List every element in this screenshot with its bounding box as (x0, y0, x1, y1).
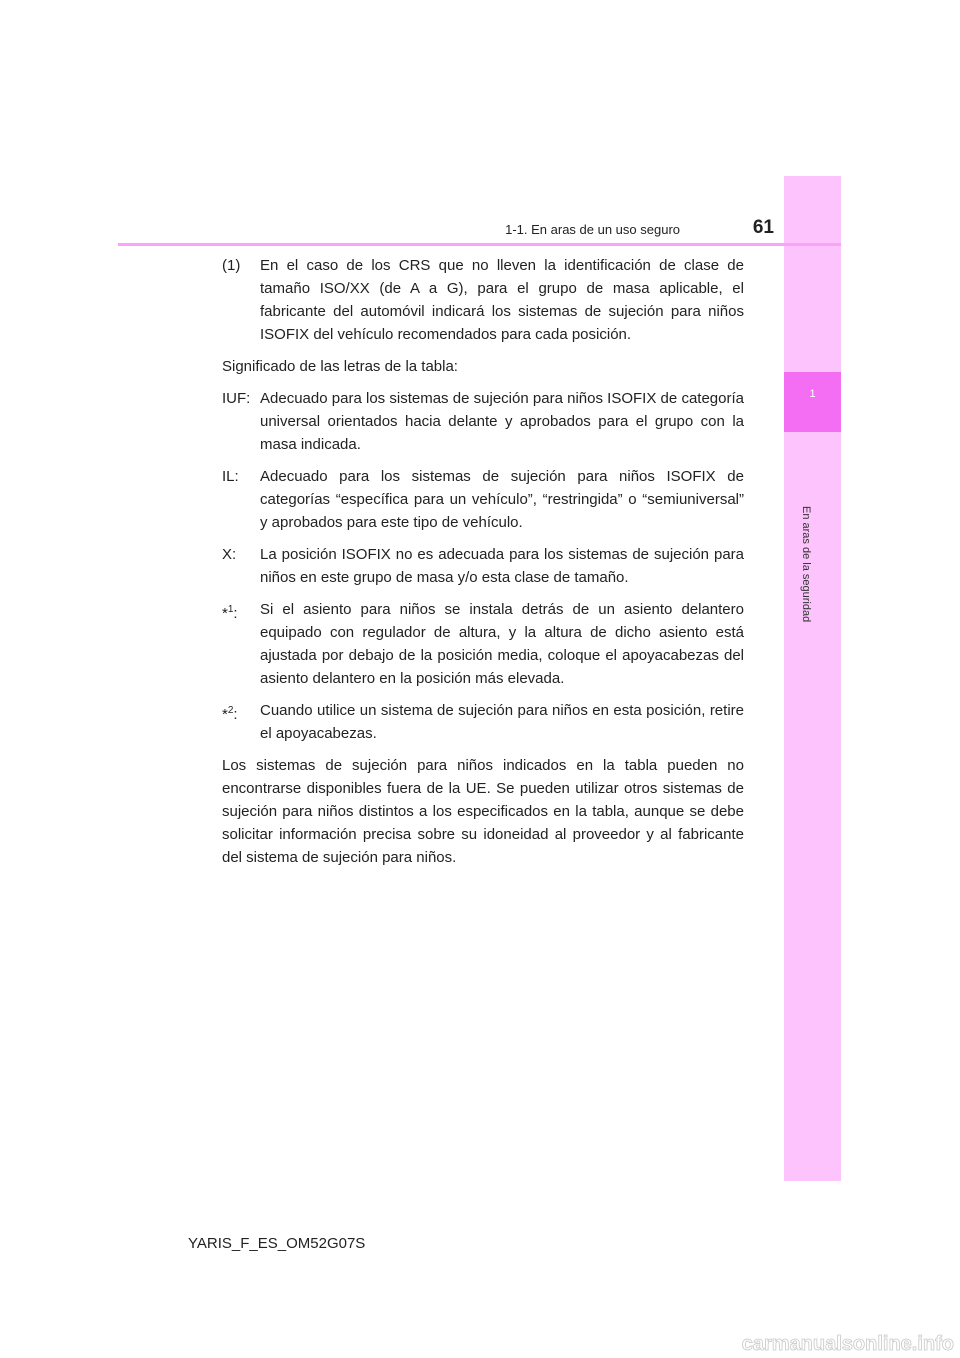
closing-paragraph: Los sistemas de sujeción para niños indicados en la tabla pueden no encontrarse disponibles fuera de la UE. Se pueden utilizar otros sistemas de sujeción para niños distintos a los especificados en la tabla, aunque se debe solicitar información precisa sobre su idoneidad al proveedor y al fabricante del sistema de sujeción para niños. (222, 757, 744, 866)
footnote-2-number: 2 (227, 705, 234, 716)
legend-il-text: Adecuado para los sistemas de sujeción para niños ISOFIX de categorías “específica para un vehículo”, “restringida” o “semiuniversal” y aprobados para este tipo de vehículo. (260, 468, 744, 531)
footnote-2-text: Cuando utilice un sistema de sujeción para niños en esta posición, retire el apoyacabezas. (260, 702, 744, 742)
legend-iuf-text: Adecuado para los sistemas de sujeción para niños ISOFIX de categoría universal orientados hacia delante y aprobados para el grupo con la masa indicada. (260, 390, 744, 453)
footnote-1-label (222, 598, 260, 690)
footnote-1-number: 1 (227, 604, 234, 615)
footnote-2-star: * (222, 706, 228, 723)
note-1-label: (1) (222, 257, 241, 274)
page-body (222, 254, 744, 878)
header-divider (118, 243, 841, 246)
section-title: 1-1. En aras de un uso seguro (505, 222, 680, 237)
legend-iuf-label: IUF: (222, 390, 251, 407)
chapter-label: En aras de la seguridad (800, 506, 812, 623)
footnote-1-colon: : (233, 605, 238, 622)
footnote-1-star: * (222, 605, 228, 622)
legend-x-label: X: (222, 546, 237, 563)
chapter-side-tab (784, 176, 841, 1181)
page-number: 61 (752, 217, 774, 238)
note-1-text: En el caso de los CRS que no lleven la identificación de clase de tamaño ISO/XX (de A a G), para el grupo de masa aplicable, el fabricante del automóvil indicará los sistemas de sujeción para niños ISOFIX del vehículo recomendados para cada posición. (260, 257, 744, 343)
footnote-2-colon: : (233, 706, 238, 723)
legend-x (222, 543, 744, 589)
footnote-2 (222, 699, 744, 745)
legend-x-text: La posición ISOFIX no es adecuada para los sistemas de sujeción para niños en este grupo de masa y/o esta clase de tamaño. (260, 546, 744, 586)
document-id: YARIS_F_ES_OM52G07S (188, 1235, 366, 1252)
footnote-1-text: Si el asiento para niños se instala detrás de un asiento delantero equipado con regulador de altura, y la altura de dicho asiento está ajustada por debajo de la posición media, coloque el apoyacabezas del asiento delantero en la posición más elevada. (260, 601, 744, 687)
chapter-number: 1 (809, 388, 816, 400)
watermark-text: carmanualsonline.info (741, 1333, 954, 1355)
footnote-2-label (222, 699, 260, 745)
watermark (638, 1331, 956, 1355)
note-1 (222, 254, 744, 346)
legend-il (222, 465, 744, 534)
chapter-tab-active (784, 372, 841, 432)
legend-il-label: IL: (222, 468, 239, 485)
legend-intro: Significado de las letras de la tabla: (222, 358, 458, 375)
legend-iuf (222, 387, 744, 456)
footnote-1 (222, 598, 744, 690)
